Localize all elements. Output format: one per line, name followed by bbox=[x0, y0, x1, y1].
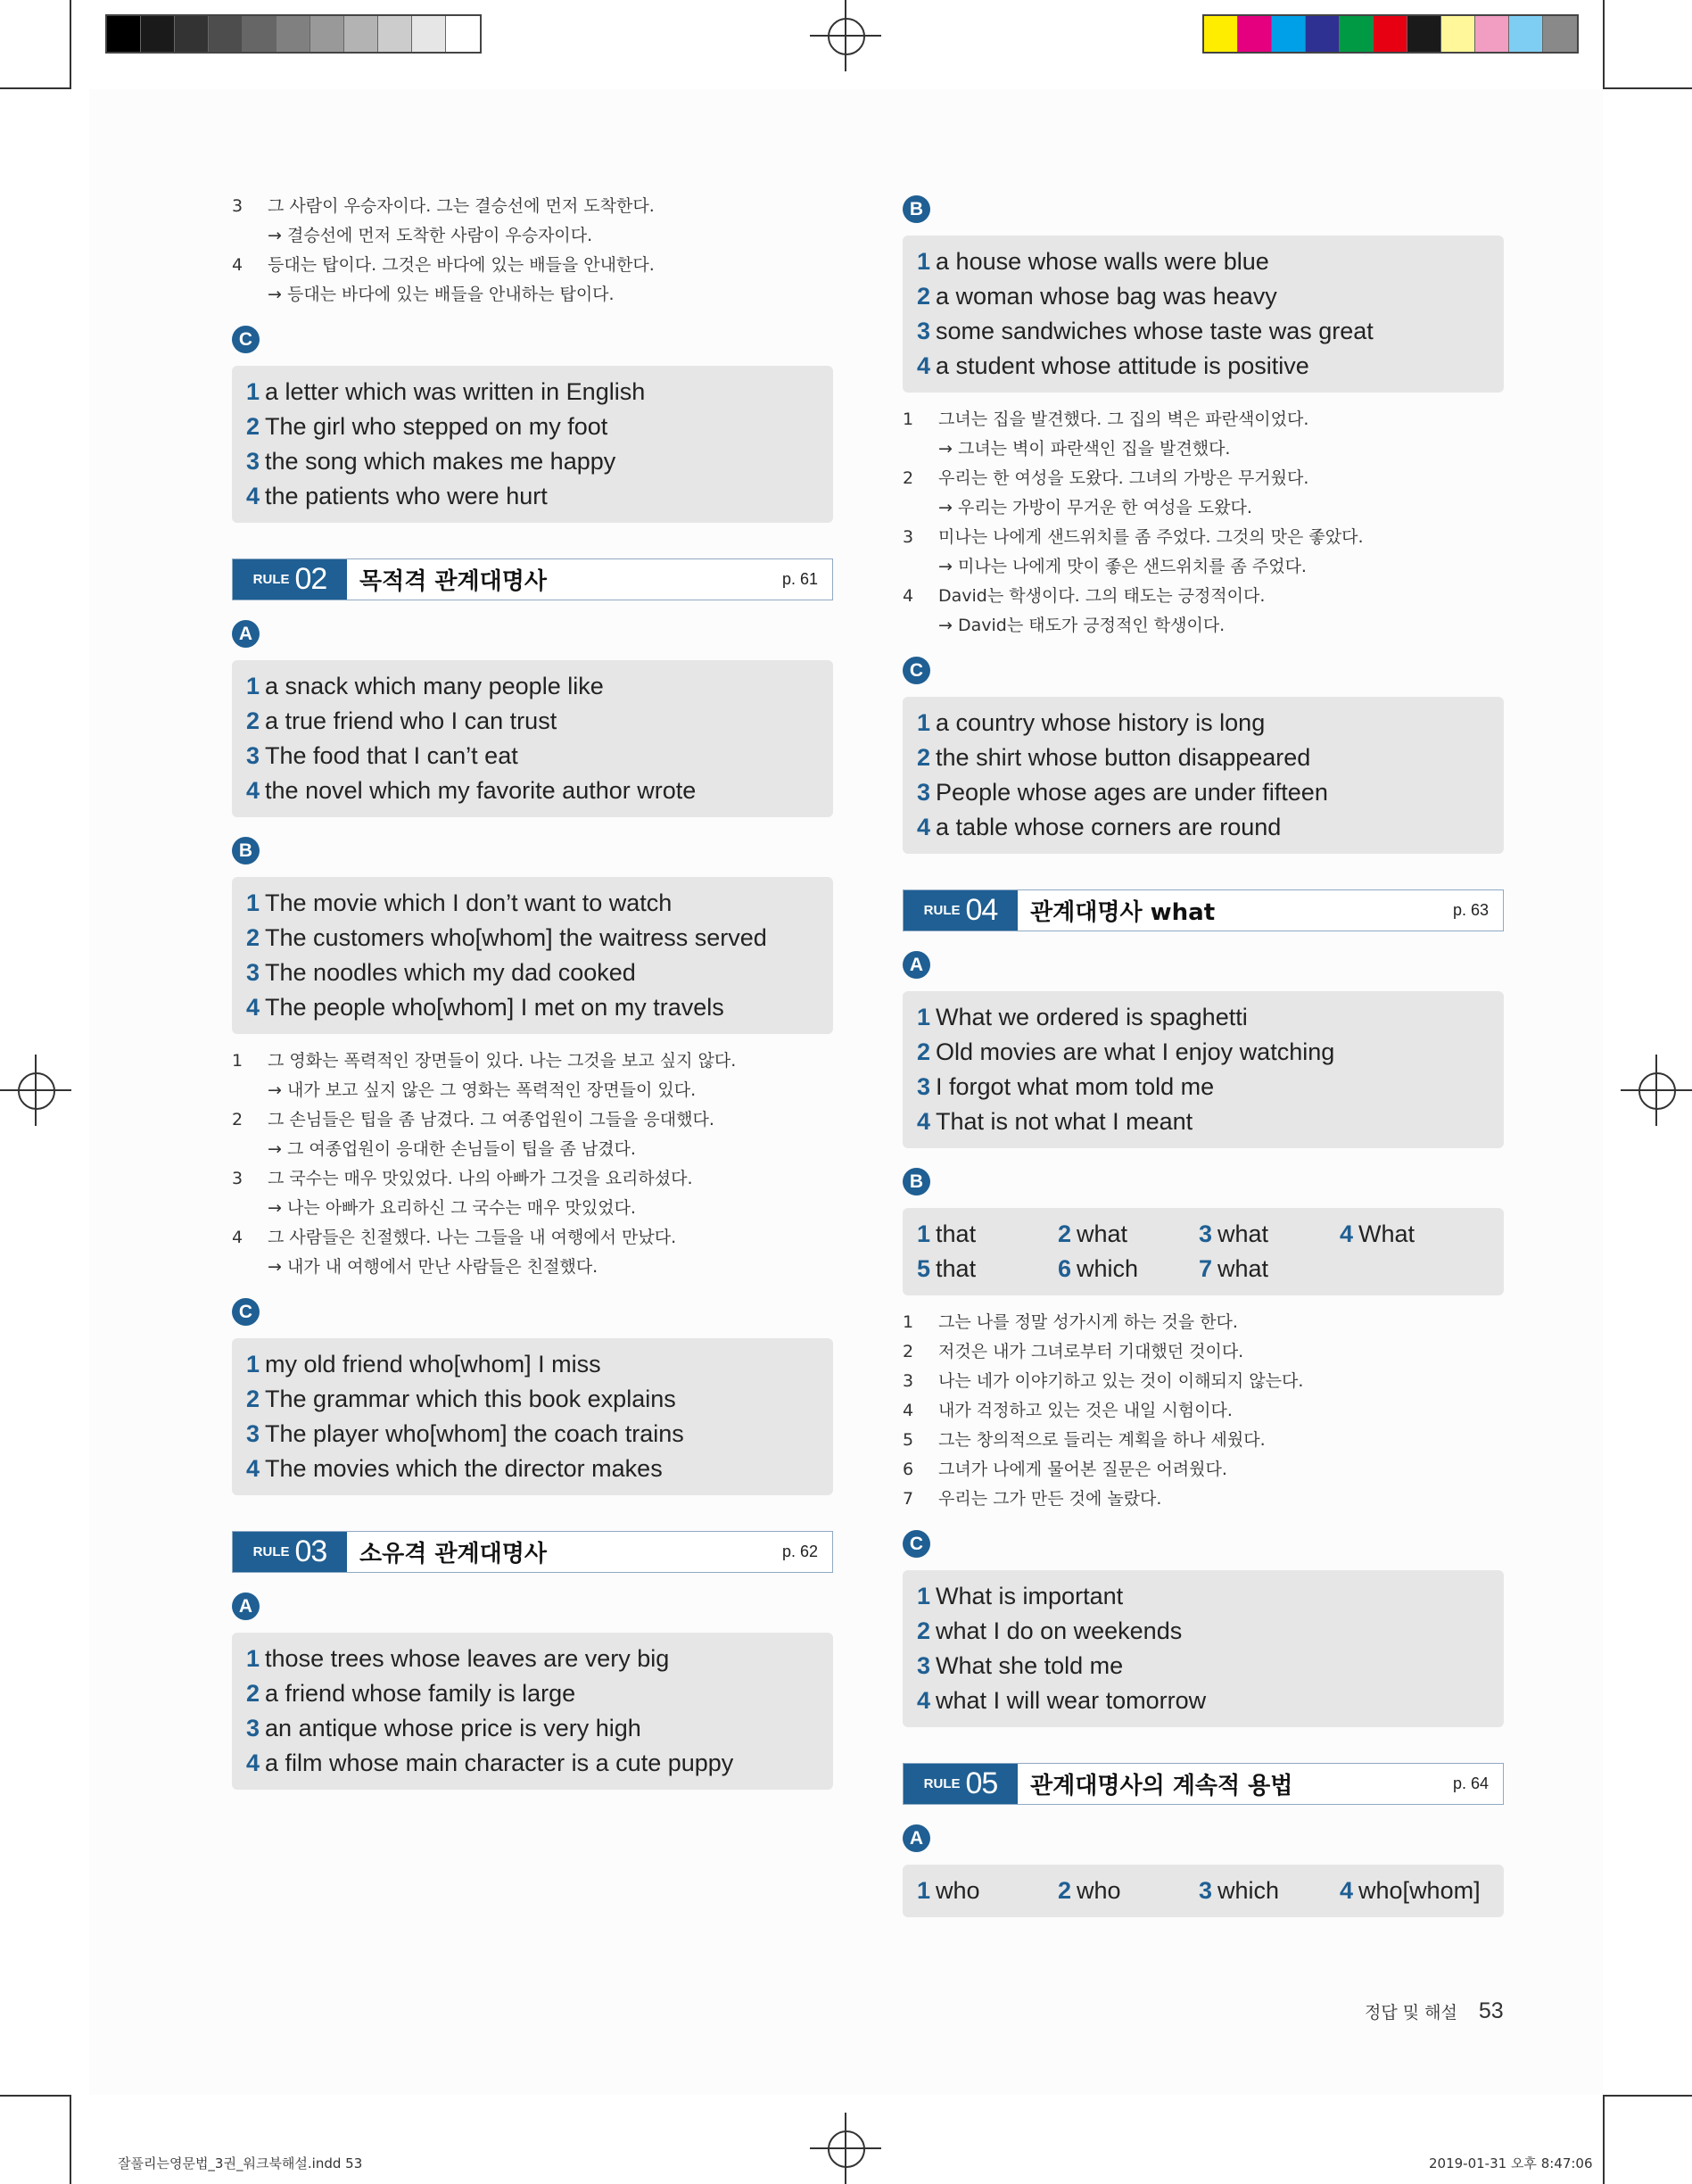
answer-cell: 5 that bbox=[917, 1255, 977, 1282]
rule-title: 관계대명사 what bbox=[1030, 899, 1216, 926]
answer-cell: 2 who bbox=[1058, 1877, 1121, 1904]
answer-line: 4 a student whose attitude is positive bbox=[917, 352, 1309, 379]
answer-row bbox=[917, 1874, 1490, 1908]
translation-line: → 미나는 나에게 맛이 좋은 샌드위치를 좀 주었다. bbox=[938, 557, 1307, 576]
answer-row bbox=[917, 1217, 1490, 1252]
answer-line: 4 a film whose main character is a cute puppy bbox=[246, 1750, 734, 1776]
translation-line: → 내가 내 여행에서 만난 사람들은 친절했다. bbox=[268, 1257, 598, 1277]
translation-line: 2 그 손님들은 팁을 좀 남겼다. 그 여종업원이 그들을 응대했다. bbox=[232, 1110, 714, 1129]
translation-line: → 결승선에 먼저 도착한 사람이 우승자이다. bbox=[268, 226, 593, 245]
section-label-b: B bbox=[903, 1168, 930, 1195]
answer-box bbox=[903, 991, 1504, 1148]
translation-line: 1 그 영화는 폭력적인 장면들이 있다. 나는 그것을 보고 싶지 않다. bbox=[232, 1051, 737, 1071]
rule-tag: RULE 04 bbox=[904, 890, 1018, 931]
rule-title: 관계대명사의 계속적 용법 bbox=[1030, 1773, 1293, 1799]
translation-line: → 그녀는 벽이 파란색인 집을 발견했다. bbox=[938, 439, 1231, 459]
crop-mark bbox=[70, 0, 71, 89]
translation-line: 3 미나는 나에게 샌드위치를 좀 주었다. 그것의 맛은 좋았다. bbox=[903, 527, 1364, 547]
rule-header-04 bbox=[903, 889, 1504, 931]
answer-cell: 1 who bbox=[917, 1877, 980, 1904]
section-label-a: A bbox=[232, 620, 260, 648]
section-label-c: C bbox=[232, 1298, 260, 1326]
color-swatch bbox=[1543, 16, 1577, 52]
translation-line: → 등대는 바다에 있는 배들을 안내하는 탑이다. bbox=[268, 285, 615, 304]
crop-mark bbox=[70, 2095, 71, 2184]
answer-line: 2 Old movies are what I enjoy watching bbox=[917, 1038, 1335, 1065]
translation-line: 2 저것은 내가 그녀로부터 기대했던 것이다. bbox=[903, 1342, 1244, 1361]
answer-box bbox=[903, 1208, 1504, 1295]
answer-box bbox=[903, 1865, 1504, 1917]
answer-line: 2 a woman whose bag was heavy bbox=[917, 283, 1277, 310]
answer-line: 1 What we ordered is spaghetti bbox=[917, 1004, 1248, 1030]
answer-line: 2 The girl who stepped on my foot bbox=[246, 413, 608, 440]
registration-mark-left bbox=[0, 1055, 71, 1126]
rule-page-ref: p. 63 bbox=[1452, 901, 1489, 919]
answer-line: 4 what I will wear tomorrow bbox=[917, 1687, 1207, 1714]
answer-line: 3 The food that I can’t eat bbox=[246, 742, 518, 769]
translation-line: 6 그녀가 나에게 물어본 질문은 어려웠다. bbox=[903, 1460, 1227, 1479]
crop-mark bbox=[0, 2095, 70, 2097]
crop-mark bbox=[1603, 2095, 1605, 2184]
color-swatch bbox=[1340, 16, 1374, 52]
grayscale-swatch bbox=[310, 16, 344, 52]
answer-line: 1 a country whose history is long bbox=[917, 709, 1266, 736]
translation-line: 3 그 국수는 매우 맛있었다. 나의 아빠가 그것을 요리하셨다. bbox=[232, 1169, 693, 1188]
crop-mark bbox=[1603, 0, 1605, 89]
translation-line: 2 우리는 한 여성을 도왔다. 그녀의 가방은 무거웠다. bbox=[903, 468, 1309, 488]
answer-line: 1 those trees whose leaves are very big bbox=[246, 1645, 670, 1672]
rule-tag: RULE 02 bbox=[233, 559, 347, 600]
answer-cell: 7 what bbox=[1199, 1255, 1269, 1282]
answer-line: 2 The grammar which this book explains bbox=[246, 1386, 676, 1412]
answer-box bbox=[232, 366, 833, 523]
rule-title: 소유격 관계대명사 bbox=[359, 1541, 547, 1568]
grayscale-swatch bbox=[243, 16, 276, 52]
section-label-c: C bbox=[232, 326, 260, 353]
answer-line: 3 The player who[whom] the coach trains bbox=[246, 1420, 684, 1447]
answer-box bbox=[232, 1338, 833, 1495]
answer-line: 1 a letter which was written in English bbox=[246, 378, 646, 405]
left-column bbox=[232, 192, 833, 1790]
answer-line: 4 the patients who were hurt bbox=[246, 483, 548, 509]
answer-cell: 4 who[whom] bbox=[1340, 1877, 1481, 1904]
answer-box bbox=[903, 1570, 1504, 1727]
grayscale-swatch bbox=[141, 16, 175, 52]
color-swatch bbox=[1509, 16, 1543, 52]
translation-line: → 내가 보고 싶지 않은 그 영화는 폭력적인 장면들이 있다. bbox=[268, 1080, 697, 1100]
answer-line: 1 a house whose walls were blue bbox=[917, 248, 1269, 275]
rule-header-02 bbox=[232, 558, 833, 600]
answer-line: 3 an antique whose price is very high bbox=[246, 1715, 641, 1741]
rule04-b-translations bbox=[903, 1308, 1504, 1514]
rule-page-ref: p. 64 bbox=[1452, 1774, 1489, 1792]
section-label-b: B bbox=[903, 195, 930, 223]
answer-line: 1 my old friend who[whom] I miss bbox=[246, 1351, 601, 1377]
print-slug-date: 2019-01-31 오후 8:47:06 bbox=[1429, 2155, 1593, 2172]
color-swatch bbox=[1475, 16, 1509, 52]
rule-page-ref: p. 61 bbox=[781, 570, 818, 588]
translation-line: 5 그는 창의적으로 들리는 계획을 하나 세웠다. bbox=[903, 1430, 1266, 1450]
answer-line: 1 a snack which many people like bbox=[246, 673, 604, 699]
answer-line: 3 What she told me bbox=[917, 1652, 1124, 1679]
answer-box bbox=[903, 697, 1504, 854]
color-swatch bbox=[1238, 16, 1272, 52]
rule-title: 목적격 관계대명사 bbox=[359, 568, 547, 595]
rule-tag: RULE 03 bbox=[233, 1532, 347, 1572]
answer-box bbox=[903, 236, 1504, 393]
section-label-c: C bbox=[903, 657, 930, 684]
answer-line: 2 a friend whose family is large bbox=[246, 1680, 576, 1707]
answer-cell: 4 What bbox=[1340, 1220, 1416, 1247]
answer-line: 2 the shirt whose button disappeared bbox=[917, 744, 1311, 771]
answer-line: 2 The customers who[whom] the waitress served bbox=[246, 924, 767, 951]
answer-line: 4 The movies which the director makes bbox=[246, 1455, 663, 1482]
answer-line: 4 a table whose corners are round bbox=[917, 814, 1282, 840]
registration-mark-bottom bbox=[810, 2113, 881, 2184]
answer-cell: 3 what bbox=[1199, 1220, 1269, 1247]
grayscale-swatch bbox=[378, 16, 412, 52]
translation-line: 4 내가 걱정하고 있는 것은 내일 시험이다. bbox=[903, 1401, 1233, 1420]
answer-cell: 1 that bbox=[917, 1220, 977, 1247]
translation-line: → 우리는 가방이 무거운 한 여성을 도왔다. bbox=[938, 498, 1252, 517]
section-label-a: A bbox=[903, 1824, 930, 1852]
crop-mark bbox=[1605, 2095, 1692, 2097]
translation-line: 4 그 사람들은 친절했다. 나는 그들을 내 여행에서 만났다. bbox=[232, 1228, 677, 1247]
section-label-c: C bbox=[903, 1530, 930, 1558]
answer-line: 1 What is important bbox=[917, 1583, 1124, 1609]
rule01-b-translations bbox=[232, 192, 833, 310]
translation-line: 3 그 사람이 우승자이다. 그는 결승선에 먼저 도착한다. bbox=[232, 196, 655, 216]
answer-line: 3 some sandwiches whose taste was great bbox=[917, 318, 1374, 344]
registration-mark-top bbox=[810, 0, 881, 71]
crop-mark bbox=[1605, 87, 1692, 89]
grayscale-swatch bbox=[344, 16, 378, 52]
rule-page-ref: p. 62 bbox=[781, 1543, 818, 1560]
translation-line: → 그 여종업원이 응대한 손님들이 팁을 좀 남겼다. bbox=[268, 1139, 636, 1159]
translation-line: → David는 태도가 긍정적인 학생이다. bbox=[938, 616, 1226, 635]
answer-line: 3 the song which makes me happy bbox=[246, 448, 616, 475]
answer-line: 4 The people who[whom] I met on my travels bbox=[246, 994, 724, 1021]
footer-label: 정답 및 해설 bbox=[1365, 2003, 1457, 2023]
translation-line: 7 우리는 그가 만든 것에 놀랐다. bbox=[903, 1489, 1162, 1509]
answer-box bbox=[232, 1633, 833, 1790]
grayscale-swatch bbox=[276, 16, 310, 52]
color-swatch bbox=[1272, 16, 1306, 52]
rule-header-03 bbox=[232, 1531, 833, 1573]
answer-line: 3 I forgot what mom told me bbox=[917, 1073, 1215, 1100]
section-label-a: A bbox=[903, 951, 930, 979]
color-swatch bbox=[1374, 16, 1407, 52]
crop-mark bbox=[0, 87, 70, 89]
grayscale-swatch bbox=[175, 16, 209, 52]
answer-box bbox=[232, 660, 833, 817]
translation-line: 4 등대는 탑이다. 그것은 바다에 있는 배들을 안내한다. bbox=[232, 255, 655, 275]
color-swatch bbox=[1407, 16, 1441, 52]
translation-line: → 나는 아빠가 요리하신 그 국수는 매우 맛있었다. bbox=[268, 1198, 636, 1218]
grayscale-swatch bbox=[446, 16, 480, 52]
translation-line: 1 그녀는 집을 발견했다. 그 집의 벽은 파란색이었다. bbox=[903, 410, 1309, 429]
answer-cell: 2 what bbox=[1058, 1220, 1128, 1247]
answer-cell: 6 which bbox=[1058, 1255, 1139, 1282]
answer-line: 4 That is not what I meant bbox=[917, 1108, 1193, 1135]
page-footer bbox=[1365, 1998, 1504, 2024]
answer-row bbox=[917, 1252, 1490, 1286]
grayscale-swatch bbox=[412, 16, 446, 52]
translation-line: 1 그는 나를 정말 성가시게 하는 것을 한다. bbox=[903, 1312, 1238, 1332]
section-label-b: B bbox=[232, 837, 260, 864]
rule03-b-translations bbox=[903, 405, 1504, 641]
translation-line: 3 나는 네가 이야기하고 있는 것이 이해되지 않는다. bbox=[903, 1371, 1304, 1391]
answer-box bbox=[232, 877, 833, 1034]
grayscale-color-bar bbox=[105, 14, 482, 54]
answer-line: 2 a true friend who I can trust bbox=[246, 707, 557, 734]
answer-line: 2 what I do on weekends bbox=[917, 1617, 1183, 1644]
page-number: 53 bbox=[1478, 1998, 1504, 2023]
color-swatch bbox=[1204, 16, 1238, 52]
grayscale-swatch bbox=[107, 16, 141, 52]
rule02-b-translations bbox=[232, 1046, 833, 1282]
answer-cell: 3 which bbox=[1199, 1877, 1280, 1904]
rule-header-05 bbox=[903, 1763, 1504, 1805]
answer-line: 4 the novel which my favorite author wrote bbox=[246, 777, 697, 804]
answer-line: 3 The noodles which my dad cooked bbox=[246, 959, 636, 986]
process-color-bar bbox=[1202, 14, 1579, 54]
color-swatch bbox=[1306, 16, 1340, 52]
section-label-a: A bbox=[232, 1592, 260, 1620]
rule-tag: RULE 05 bbox=[904, 1764, 1018, 1804]
right-column bbox=[903, 192, 1504, 1917]
color-swatch bbox=[1441, 16, 1475, 52]
answer-line: 3 People whose ages are under fifteen bbox=[917, 779, 1328, 806]
print-slug-file: 잘풀리는영문법_3권_워크북해설.indd 53 bbox=[118, 2155, 363, 2172]
translation-line: 4 David는 학생이다. 그의 태도는 긍정적이다. bbox=[903, 586, 1266, 606]
grayscale-swatch bbox=[209, 16, 243, 52]
registration-mark-right bbox=[1621, 1055, 1692, 1126]
answer-line: 1 The movie which I don’t want to watch bbox=[246, 889, 673, 916]
